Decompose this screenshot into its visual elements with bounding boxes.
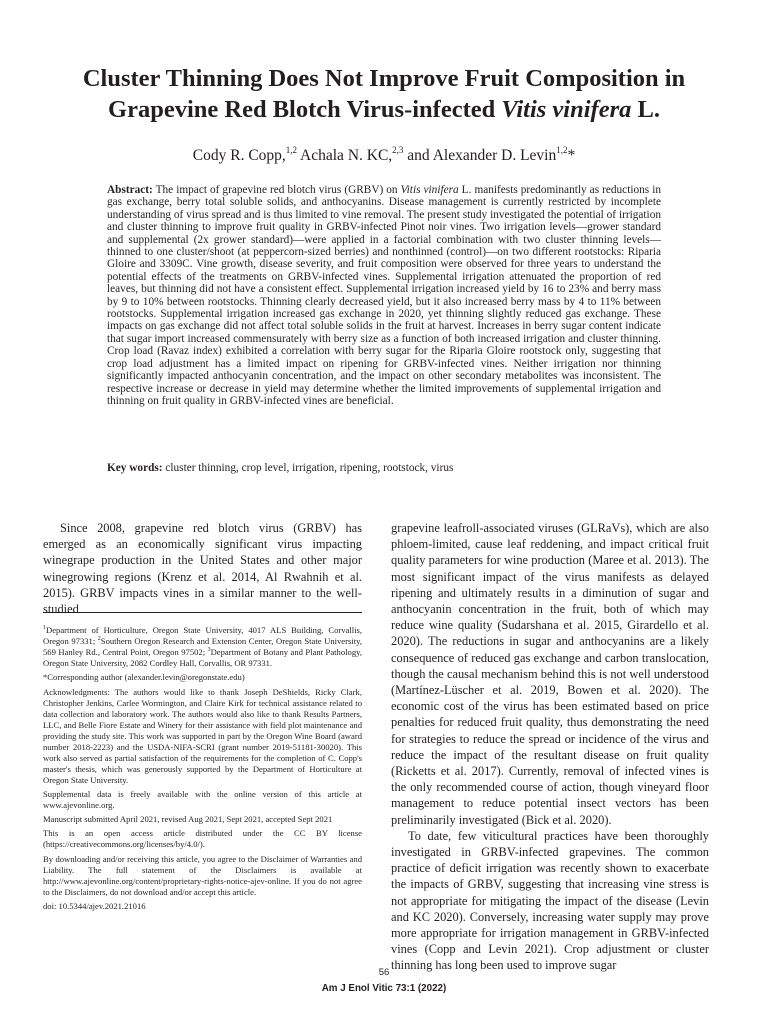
affiliation-3: Department of Botany and Plant Pathology, Oregon State University, 2082 Cordley Hall, Corvallis, OR 97331. [43, 647, 362, 668]
manuscript-dates: Manuscript submitted April 2021, revised Aug 2021, Sept 2021, accepted Sept 2021 [43, 814, 333, 825]
left-column-body [43, 520, 362, 617]
title-line-2-end: L. [631, 96, 660, 123]
affiliation-marker-1: 1 [43, 625, 46, 631]
affiliation-2: Southern Oregon Research and Extension Center, Oregon State University, 569 Hanley Rd., Central Point, Oregon 97502; [43, 636, 362, 657]
affiliations [43, 625, 362, 669]
footnotes [43, 625, 362, 915]
corresponding-author: *Corresponding author (alexander.levin@oregonstate.edu) [43, 672, 245, 683]
author-2-affiliation: 2,3 [392, 145, 404, 155]
affiliation-1: Department of Horticulture, Oregon State University, 4017 ALS Building, Corvallis, Oregon 97331; [43, 625, 362, 646]
journal-citation: Am J Enol Vitic 73:1 (2022) [321, 983, 447, 994]
title-line-1: Cluster Thinning Does Not Improve Fruit Composition in [82, 65, 686, 92]
body-paragraph-1: grapevine leafroll-associated viruses (GLRaVs), which are also phloem-limited, cause leaf reddening, and impact critical fruit quality parameters for wine production (Maree et al. 2013). The most significant impact of the virus manifests as delayed ripening and ultimately results in a diminution of sugar and anthocyanin concentration in the fruit, both of which may reduce wine quality (Sudarshana et al. 2015, Girardello et al. 2020). The reductions in sugar and anthocyanins are a likely consequence of reduced gas exchange and carbon translocation, though the causal mechanism behind this is not well understood (Martínez-Lüscher et al. 2019, Bowen et al. 2020). The economic cost of the virus has been estimated based on price penalties for reduced fruit quality, thus demonstrating the need for strategies to reduce the spread or incidence of the virus and reduce the impact of the resultant disease on fruit quality (Ricketts et al. 2017). Currently, removal of infected vines is the only recommended course of action, though vineyard floor management to reduce potential insect vectors has been preliminarily investigated (Bick et al. 2020). [391, 521, 709, 827]
author-3-affiliation: 1,2 [556, 145, 568, 155]
affiliation-marker-2: 2 [97, 636, 101, 642]
abstract-text-start: The impact of grapevine red blotch virus (GRBV) on [152, 184, 401, 196]
keywords [107, 462, 661, 475]
title-line-2-text: Grapevine Red Blotch Virus-infected [108, 96, 502, 123]
title-line-2 [40, 94, 728, 125]
page-number: 56 [378, 967, 390, 978]
abstract-text: L. manifests predominantly as reductions in gas exchange, berry total soluble solids, and anthocyanins. Disease management is currently restricted by incomplete understanding of virus spread and is thus limited to vine removal. The present study investigated the potential of irrigation and cluster thinning to improve fruit quality in GRBV-infected Pinot noir vines. Two irrigation levels—grower standard and supplemental (2x grower standard)—were applied in a factorial combination with two cluster thinning levels—thinned to one cluster/shoot (at peppercorn-sized berries) and nonthinned (control)—on two different rootstocks: Riparia Gloire and 3309C. Vine growth, disease severity, and fruit composition were observed for three years to understand the potential effects of the treatments on GRBV-infected vines. Supplemental irrigation attenuated the proportion of red leaves, but thinning did not have a consistent effect. Supplemental irrigation increased yield by 16 to 23% and berry mass by 9 to 10% between rootstocks. Thinning clearly decreased yield, but it also increased berry mass by 4 to 11% between rootstocks. Supplemental irrigation increased gas exchange in 2020, yet thinning slightly reduced gas exchange. These impacts on gas exchange did not affect total soluble solids in the fruit at harvest. Increases in berry sugar content indicate that sugar import increased commensurately with berry size as a function of both increased irrigation and cluster thinning. Crop load (Ravaz index) exhibited a correlation with berry sugar for the Riparia Gloire rootstock only, suggesting that crop load adjustment has a limited impact on ripening for GRBV-infected vines. Neither irrigation nor thinning significantly impacted anthocyanin concentration, and the impact on other secondary metabolites was inconsistent. The respective increase or decrease in yield may determine whether the limited improvements of supplemental irrigation and thinning on fruit quality in GRBV-infected vines are beneficial. [107, 184, 661, 407]
affiliation-marker-3: 3 [207, 647, 211, 653]
right-column-body [391, 520, 709, 974]
author-1-affiliation: 1,2 [285, 145, 298, 155]
abstract-label: Abstract: [107, 184, 153, 196]
keywords-label: Key words: [107, 462, 163, 474]
author-1: Cody R. Copp, [192, 147, 286, 164]
acknowledgments: Acknowledgments: The authors would like to thank Joseph DeShields, Ricky Clark, Christopher Jenkins, Carlee Wormington, and Claire Kirk for technical assistance related to data collection and laboratory work. The authors would also like to thank Results Partners, LLC, and Belle Fiore Estate and Winery for their assistance with field plot maintenance and providing the study site. This work was supported in part by the Oregon Wine Board (award number 2018-2223) and the USDA-NIFA-SCRI (grant number 2019-51181-30020). This work also served as partial satisfaction of the requirements for the completion of C. Copp's master's thesis, which was generously supported by the Department of Horticulture at Oregon State University. [43, 686, 362, 785]
keywords-text: cluster thinning, crop level, irrigation, ripening, rootstock, virus [162, 462, 454, 474]
title-species: Vitis vinifera [501, 96, 632, 123]
doi: doi: 10.5344/ajev.2021.21016 [43, 901, 146, 912]
footnote-divider [43, 612, 362, 613]
intro-paragraph: Since 2008, grapevine red blotch virus (GRBV) has emerged as an economically significant virus impacting winegrape production in the United States and other major winegrowing regions (Krenz et al. 2014, Al Rwahnih et al. 2015). GRBV impacts vines in a similar manner to the well-studied [43, 521, 362, 617]
author-list [40, 146, 728, 166]
body-paragraph-2: To date, few viticultural practices have been thoroughly investigated in GRBV-infected grapevines. The common practice of deficit irrigation was recently shown to exacerbate the impacts of GRBV, suggesting that increasing vine stress is not appropriate for mitigating the impact of the disease (Levin and KC 2020). Conversely, increasing water supply may prove more appropriate for irrigation management in GRBV-infected vines (Copp and Levin 2021). Crop adjustment or cluster thinning has long been used to improve sugar [391, 828, 709, 973]
corresponding-mark: * [567, 147, 576, 164]
author-2: Achala N. KC, [297, 147, 393, 164]
author-3: and Alexander D. Levin [403, 147, 557, 164]
article-title [40, 63, 728, 125]
supplemental-data-note: Supplemental data is freely available with the online version of this article at www.ajevonline.org. [43, 788, 362, 810]
disclaimer-note: By downloading and/or receiving this article, you agree to the Disclaimer of Warranties and Liability. The full statement of the Disclaimers is available at http://www.ajevonline.org/content/proprietary-rights-notice-ajev-online. If you do not agree to the Disclaimers, do not download and/or accept this article. [43, 853, 362, 897]
abstract [107, 184, 661, 407]
license-note: This is an open access article distributed under the CC BY license (https://creativecommons.org/licenses/by/4.0/). [43, 828, 362, 850]
abstract-species: Vitis vinifera [400, 184, 459, 196]
